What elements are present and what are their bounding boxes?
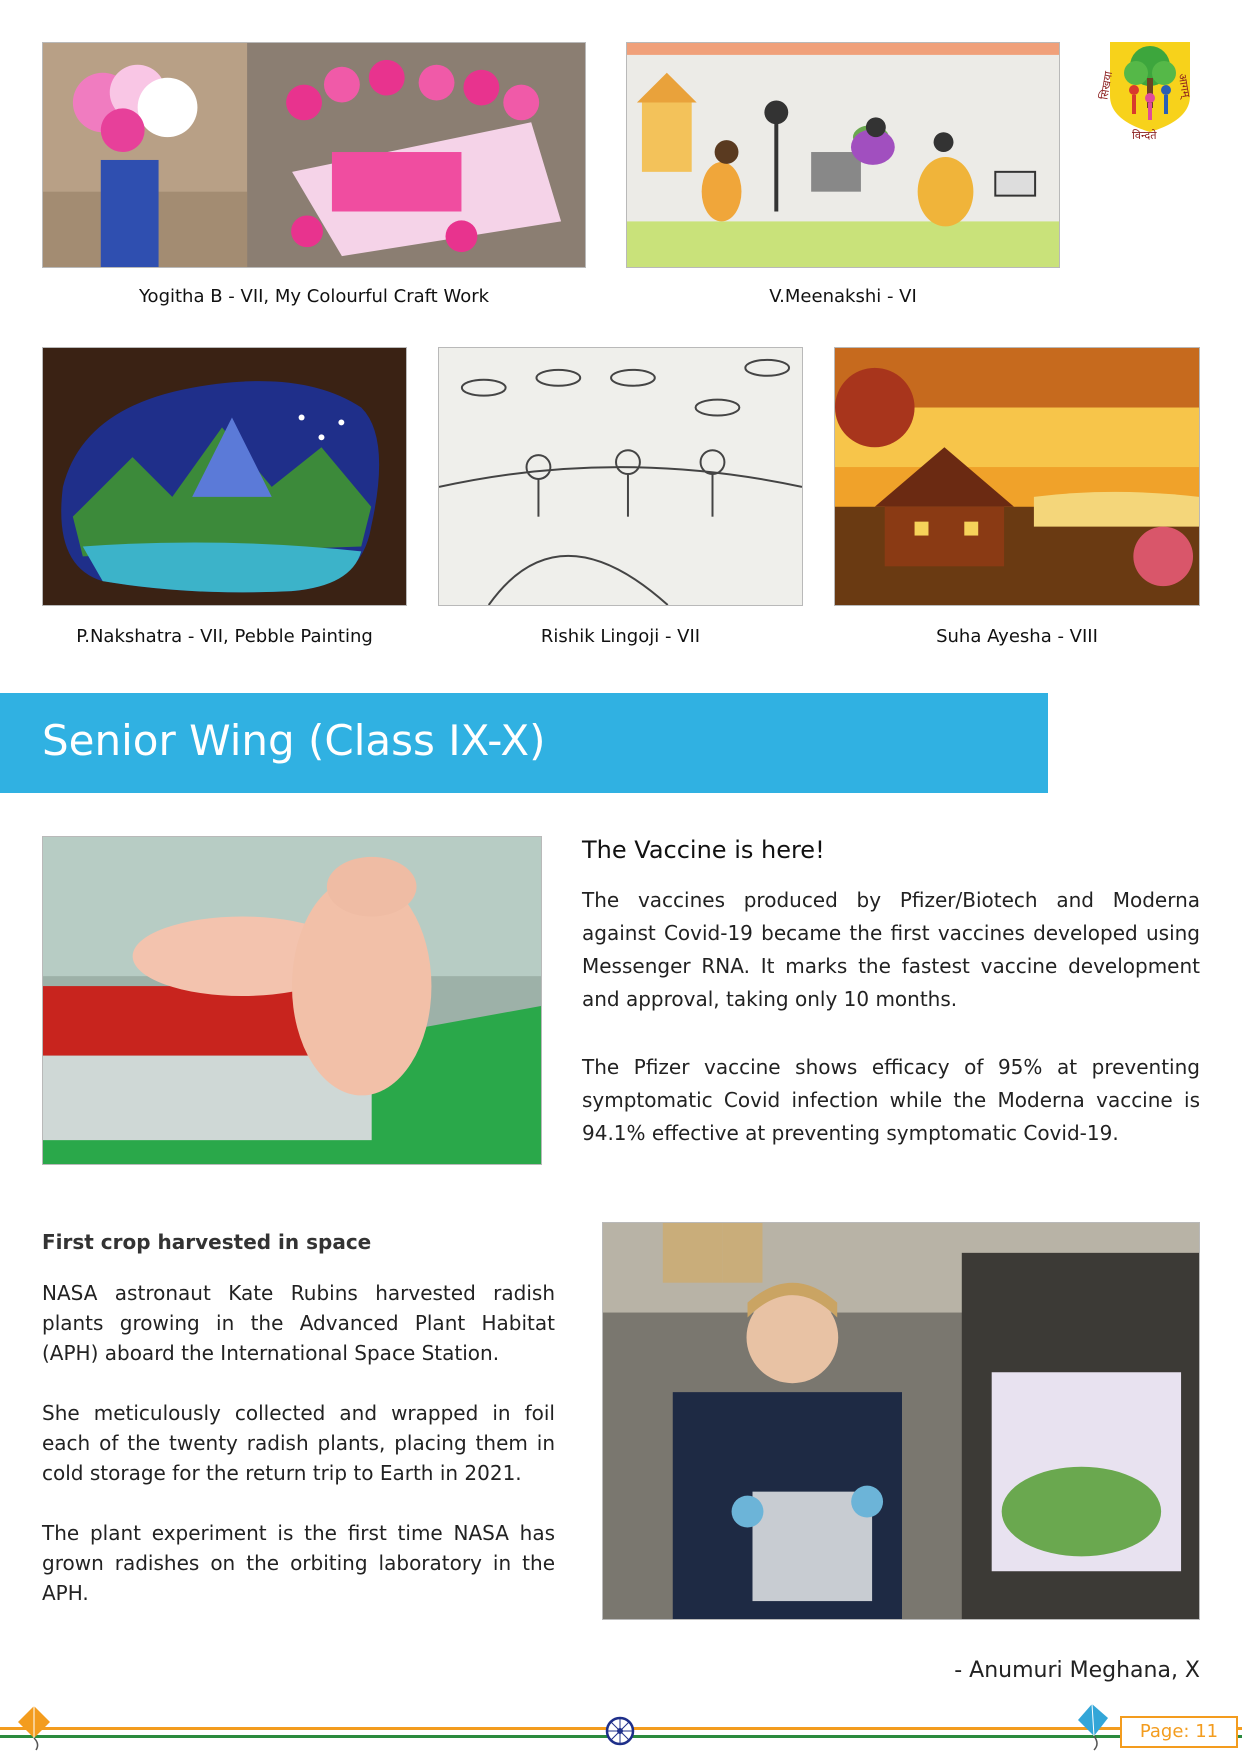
logo-right-text: आगम् — [1175, 72, 1193, 99]
vaccine-photo — [42, 836, 542, 1165]
logo-bottom-text: विन्दते — [1132, 129, 1157, 142]
caption-pebble: P.Nakshatra - VII, Pebble Painting — [76, 626, 373, 647]
kite-left-icon — [14, 1704, 54, 1752]
author-credit: - Anumuri Meghana, X — [954, 1658, 1200, 1683]
craft-photo — [42, 42, 586, 268]
space-paragraph-3: The plant experiment is the first time NASA has grown radishes on the orbiting laboratory in the APH. — [42, 1521, 555, 1605]
space-station-photo — [602, 1222, 1200, 1620]
caption-rishik: Rishik Lingoji - VII — [540, 626, 701, 647]
section-title: Senior Wing (Class IX-X) — [42, 716, 546, 765]
caption-suha: Suha Ayesha - VIII — [936, 626, 1098, 647]
space-title: First crop harvested in space — [42, 1230, 372, 1254]
space-paragraph-2: She meticulously collected and wrapped in foil each of the twenty radish plants, placing them in cold storage for the return trip to Earth in 2021. — [42, 1401, 555, 1485]
school-logo — [1094, 38, 1206, 146]
vaccine-paragraph-1: The vaccines produced by Pfizer/Biotech and Moderna against Covid-19 became the first vaccines developed using Messenger RNA. It marks the fastest vaccine development and approval, taking only 10 months. — [582, 888, 1200, 1011]
suha-painting — [834, 347, 1200, 606]
ashoka-chakra-icon — [605, 1716, 635, 1746]
rishik-drawing — [438, 347, 803, 606]
caption-meenakshi: V.Meenakshi - VI — [769, 286, 917, 307]
vaccine-paragraph-2: The Pfizer vaccine shows efficacy of 95% at preventing symptomatic Covid infection while the Moderna vaccine is 94.1% effective at preventing symptomatic Covid-19. — [582, 1055, 1200, 1145]
section-banner — [0, 693, 1048, 793]
pebble-painting-photo — [42, 347, 407, 606]
page-number: Page: 11 — [1120, 1716, 1238, 1748]
space-paragraph-1: NASA astronaut Kate Rubins harvested radish plants growing in the Advanced Plant Habitat (APH) aboard the International Space Station. — [42, 1281, 555, 1365]
caption-craft: Yogitha B - VII, My Colourful Craft Work — [138, 286, 490, 307]
kite-right-icon — [1070, 1702, 1110, 1752]
meenakshi-drawing — [626, 42, 1060, 268]
vaccine-title: The Vaccine is here! — [582, 836, 825, 864]
logo-left-text: सिखया — [1097, 70, 1116, 101]
